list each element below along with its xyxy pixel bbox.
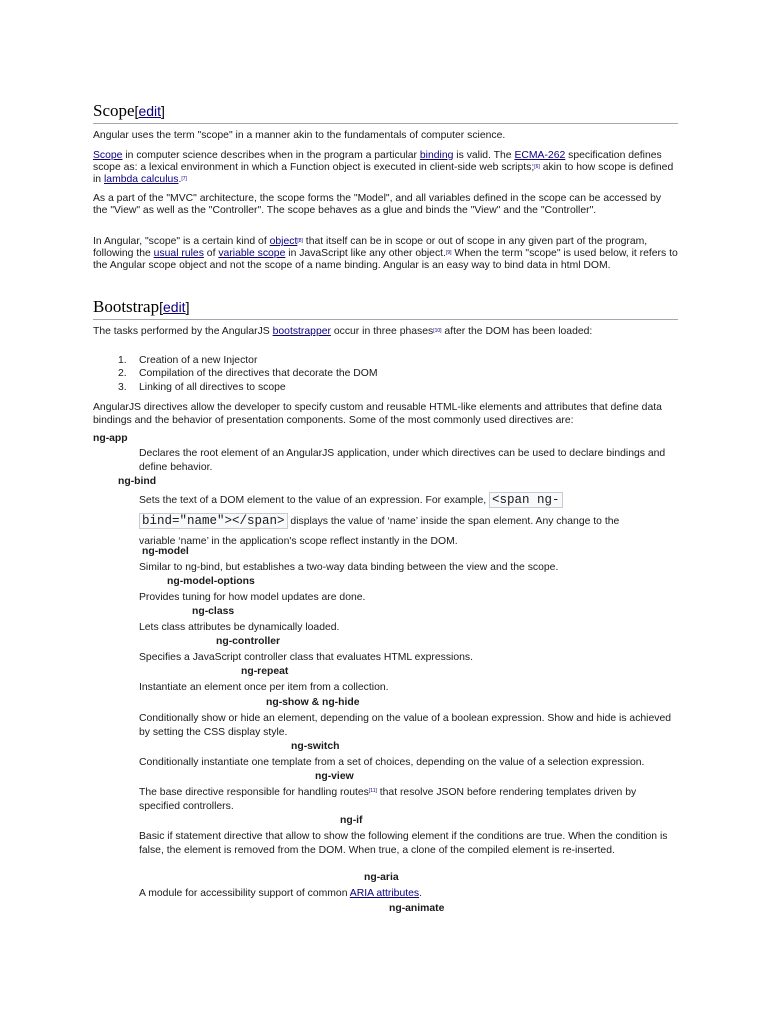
scope-heading-text: Scope [93,101,135,120]
usual-rules-link[interactable]: usual rules [153,248,204,260]
scope-paragraph-1: Angular uses the term "scope" in a manner akin to the fundamentals of computer science. [93,130,506,141]
reference-8[interactable]: [8] [297,238,303,244]
scope-p2-text-1: in computer science describes when in the program a particular [122,150,420,161]
ng-aria-text-1: A module for accessibility support of common [139,888,350,899]
scope-p4-text-1: In Angular, "scope" is a certain kind of [93,236,270,247]
term-ng-show-hide: ng-show & ng-hide [266,697,360,708]
scope-p4-text-3: of [203,248,219,260]
term-ng-app: ng-app [93,433,128,444]
bootstrap-intro-text-1: The tasks performed by the AngularJS [93,326,273,337]
scope-p4-text-4: in JavaScript like any other object. [285,248,446,260]
term-ng-bind: ng-bind [118,476,157,487]
ng-view-text-1: The base directive responsible for handling routes [139,787,369,798]
scope-paragraph-3: As a part of the "MVC" architecture, the scope forms the "Model", and all variables defined in the scope can be accessed by the "View" as well as the "Controller". The scope behaves as a glue and binds the "View" and the "Controller". [93,193,662,217]
term-ng-model: ng-model [142,546,189,557]
ecma-262-link[interactable]: ECMA-262 [514,150,566,161]
code-snippet: <span ng- [489,492,563,508]
list-item [118,367,378,380]
bootstrap-intro [93,326,678,338]
list-item-number: 1. [118,355,127,366]
desc-ng-class: Lets class attributes be dynamically loaded. [139,622,340,633]
scope-link[interactable]: Scope [93,150,123,161]
desc-ng-show-hide: Conditionally show or hide an element, depending on the value of a boolean expression. Show and hide is achieved by setting the CSS display style. [139,713,672,738]
list-item-text: Compilation of the directives that decorate the DOM [139,368,378,380]
scope-p4-text-5: When the term "scope" is used below, it refers to the Angular scope object and not the scope of a name binding. Angular is an easy way to bind data in html DOM. [93,248,678,272]
bootstrap-heading-rule [93,319,678,320]
ng-bind-text-3: variable ‘name’ in the application's scope reflect instantly in the DOM. [139,536,458,547]
bootstrap-heading-text: Bootstrap [93,297,160,316]
scope-p2-text-5: . [178,174,182,186]
term-ng-switch: ng-switch [291,741,340,752]
lambda-calculus-link[interactable]: lambda calculus [103,174,179,186]
desc-ng-model-options: Provides tuning for how model updates are done. [139,592,366,603]
desc-ng-aria [139,887,679,901]
list-item [118,381,378,394]
term-ng-repeat: ng-repeat [241,666,289,677]
bootstrap-edit-link[interactable]: edit [163,299,186,315]
desc-ng-bind [139,490,679,552]
term-ng-class: ng-class [192,606,235,617]
aria-attributes-link[interactable]: ARIA attributes [349,888,420,899]
desc-ng-view [139,786,679,813]
list-item-number: 2. [118,368,127,380]
ng-aria-text-2: . [419,888,422,899]
desc-ng-controller: Specifies a JavaScript controller class that evaluates HTML expressions. [139,652,473,663]
bootstrap-heading: Bootstrap[edit] [93,297,190,316]
bootstrap-intro-text-2: occur in three phases [330,326,434,337]
desc-ng-repeat: Instantiate an element once per item from a collection. [139,682,389,693]
binding-link[interactable]: binding [419,150,454,161]
ng-view-text-2: that resolve JSON before rendering templates driven by specified controllers. [139,787,637,812]
list-item [118,354,378,367]
reference-11[interactable]: [11] [368,788,377,794]
variable-scope-link[interactable]: variable scope [218,248,286,260]
code-snippet: bind="name"></span> [139,513,288,529]
bootstrap-intro-text-3: after the DOM has been loaded: [441,326,593,337]
scope-p2-text-3: specification defines scope as: a lexical environment in which a Function object is executed in client-side web scripts; [93,150,662,174]
directives-intro: AngularJS directives allow the developer to specify custom and reusable HTML-like elements and attributes that define data bindings and the behavior of presentation components. Some of the most commonly used directives are: [93,402,662,426]
term-ng-animate: ng-animate [389,903,445,914]
list-item-text: Creation of a new Injector [139,355,258,366]
bootstrap-phases-list [118,354,378,394]
term-ng-view: ng-view [315,771,354,782]
scope-heading: Scope[edit] [93,101,165,120]
term-ng-model-options: ng-model-options [167,576,255,587]
scope-p2-text-2: is valid. The [453,150,515,161]
scope-paragraph-2 [93,150,678,187]
ng-bind-text-2: displays the value of ‘name’ inside the span element. Any change to the [287,516,620,527]
ng-bind-text-1: Sets the text of a DOM element to the value of an expression. For example, [139,495,487,506]
bootstrapper-link[interactable]: bootstrapper [272,326,331,337]
object-link[interactable]: object [269,236,298,247]
scope-heading-rule [93,123,678,124]
list-item-number: 3. [118,381,127,393]
scope-p4-text-2: that itself can be in scope or out of scope in any given part of the program, following the [93,236,648,260]
list-item-text: Linking of all directives to scope [139,381,286,393]
reference-6[interactable]: [6] [534,164,540,171]
scope-p2-text-4: akin to how scope is defined in [93,162,674,186]
reference-9[interactable]: [9] [445,250,452,257]
term-ng-controller: ng-controller [216,636,281,647]
term-ng-if: ng-if [340,815,363,826]
term-ng-aria: ng-aria [364,872,399,883]
desc-ng-model: Similar to ng-bind, but establishes a two-way data binding between the view and the scope. [139,562,559,573]
scope-edit-link[interactable]: edit [138,103,162,119]
reference-7[interactable]: [7] [181,176,187,183]
scope-paragraph-4 [93,236,678,273]
desc-ng-switch: Conditionally instantiate one template from a set of choices, depending on the value of a selection expression. [139,757,645,768]
desc-ng-app: Declares the root element of an AngularJS application, under which directives can be used to declare bindings and define behavior. [139,448,666,473]
desc-ng-if: Basic if statement directive that allow to show the following element if the conditions are true. When the condition is false, the element is removed from the DOM. When true, a clone of the compiled element is re-inserted. [139,831,668,856]
reference-10[interactable]: [10] [433,328,442,334]
